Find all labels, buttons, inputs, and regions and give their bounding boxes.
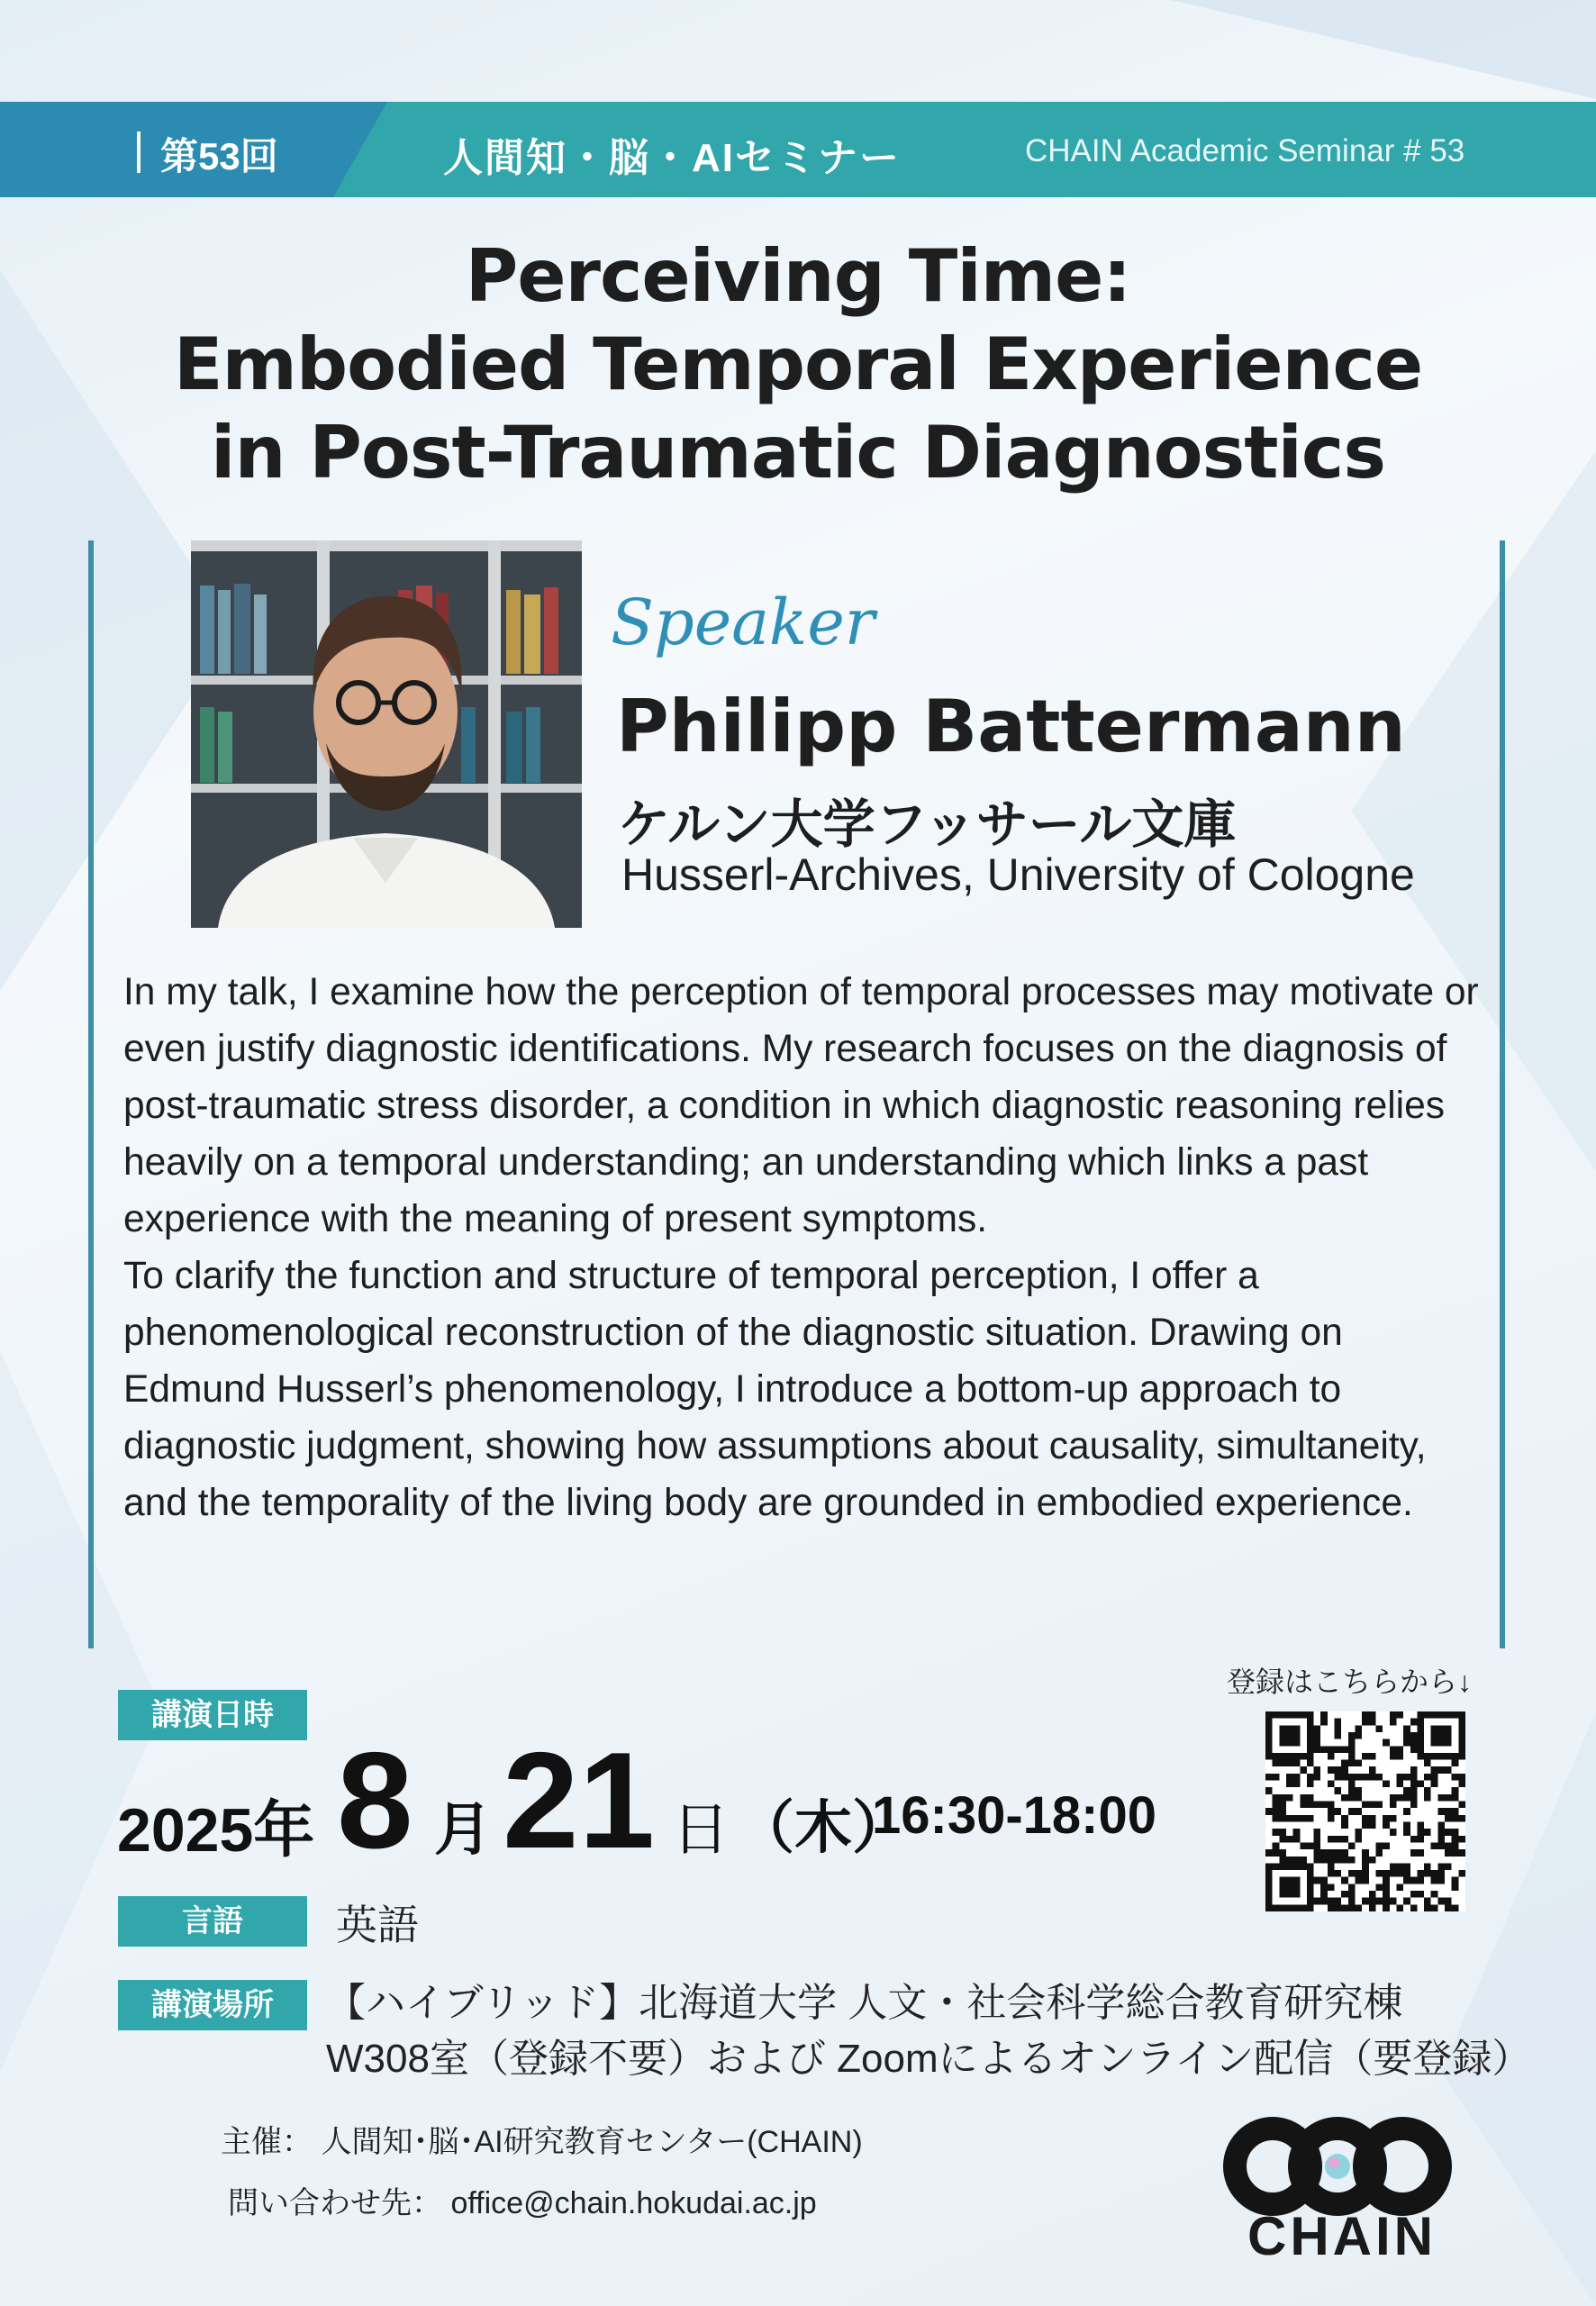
seminar-title: 人間知・脳・AIセミナー bbox=[443, 136, 901, 180]
venue-line1: 【ハイブリッド】北海道大学 人文・社会科学総合教育研究棟 bbox=[326, 1981, 1403, 2025]
abstract-paragraph-2: To clarify the function and structure of temporal perception, I offer a phenomenological reconstruction of the diagnostic situation. Drawing on Edmund Husserl’s phenomenology, I introduce a bottom-up approach to diagnostic judgment, showing how assumptions about causality, simultaneity, and the temporality of the living body are grounded in embodied experience. bbox=[123, 1255, 1427, 1524]
registration-qr-code[interactable] bbox=[1265, 1711, 1465, 1911]
talk-title-line1: Perceiving Time: bbox=[465, 234, 1131, 318]
date-month-unit: 月 bbox=[434, 1797, 492, 1862]
date-badge: 講演日時 bbox=[118, 1690, 307, 1740]
date-year: 2025年 bbox=[117, 1796, 315, 1865]
date-weekday: （木） bbox=[737, 1795, 910, 1860]
header-divider bbox=[137, 132, 141, 173]
venue-badge: 講演場所 bbox=[118, 1980, 307, 2030]
session-number: 第53回 bbox=[160, 135, 278, 177]
date-month-number: 8 bbox=[337, 1724, 413, 1877]
date-day-unit: 日 bbox=[672, 1797, 730, 1862]
left-accent-line bbox=[88, 540, 94, 1648]
abstract-paragraph-1: In my talk, I examine how the perception of temporal processes may motivate or even justify diagnostic identifications. My research focuses on the diagnosis of post-traumatic stress disorder, a condition in which diagnostic reasoning relies heavily on a temporal understanding; an understanding which links a past experience with the meaning of present symptoms. bbox=[123, 971, 1479, 1240]
seminar-title-en: CHAIN Academic Seminar # 53 bbox=[1025, 133, 1465, 168]
organizer: 主催： 人間知･脳･AI研究教育センター(CHAIN) bbox=[221, 2125, 863, 2159]
talk-title bbox=[0, 232, 1596, 497]
speaker-label: Speaker bbox=[611, 586, 875, 659]
talk-title-line2: Embodied Temporal Experience bbox=[173, 322, 1423, 406]
registration-note: 登録はこちらから↓ bbox=[1227, 1666, 1473, 1698]
language-value: 英語 bbox=[336, 1902, 419, 1948]
right-accent-line bbox=[1500, 540, 1505, 1648]
talk-title-line3: in Post-Traumatic Diagnostics bbox=[211, 411, 1385, 495]
venue-text bbox=[326, 1975, 1531, 2087]
speaker-affiliation-jp: ケルン大学フッサール文庫 bbox=[618, 795, 1237, 854]
chain-logo-text: CHAIN bbox=[1247, 2206, 1437, 2266]
date-time: 16:30-18:00 bbox=[872, 1786, 1156, 1845]
date-day-number: 21 bbox=[503, 1724, 656, 1877]
venue-line2: W308室（登録不要）および Zoomによるオンライン配信（要登録） bbox=[326, 2037, 1532, 2081]
speaker-affiliation-en: Husserl-Archives, University of Cologne bbox=[621, 849, 1415, 900]
abstract bbox=[123, 964, 1492, 1531]
language-badge: 言語 bbox=[118, 1896, 307, 1947]
contact: 問い合わせ先： office@chain.hokudai.ac.jp bbox=[228, 2186, 817, 2220]
speaker-photo bbox=[191, 540, 582, 928]
speaker-name: Philipp Battermann bbox=[616, 685, 1406, 768]
